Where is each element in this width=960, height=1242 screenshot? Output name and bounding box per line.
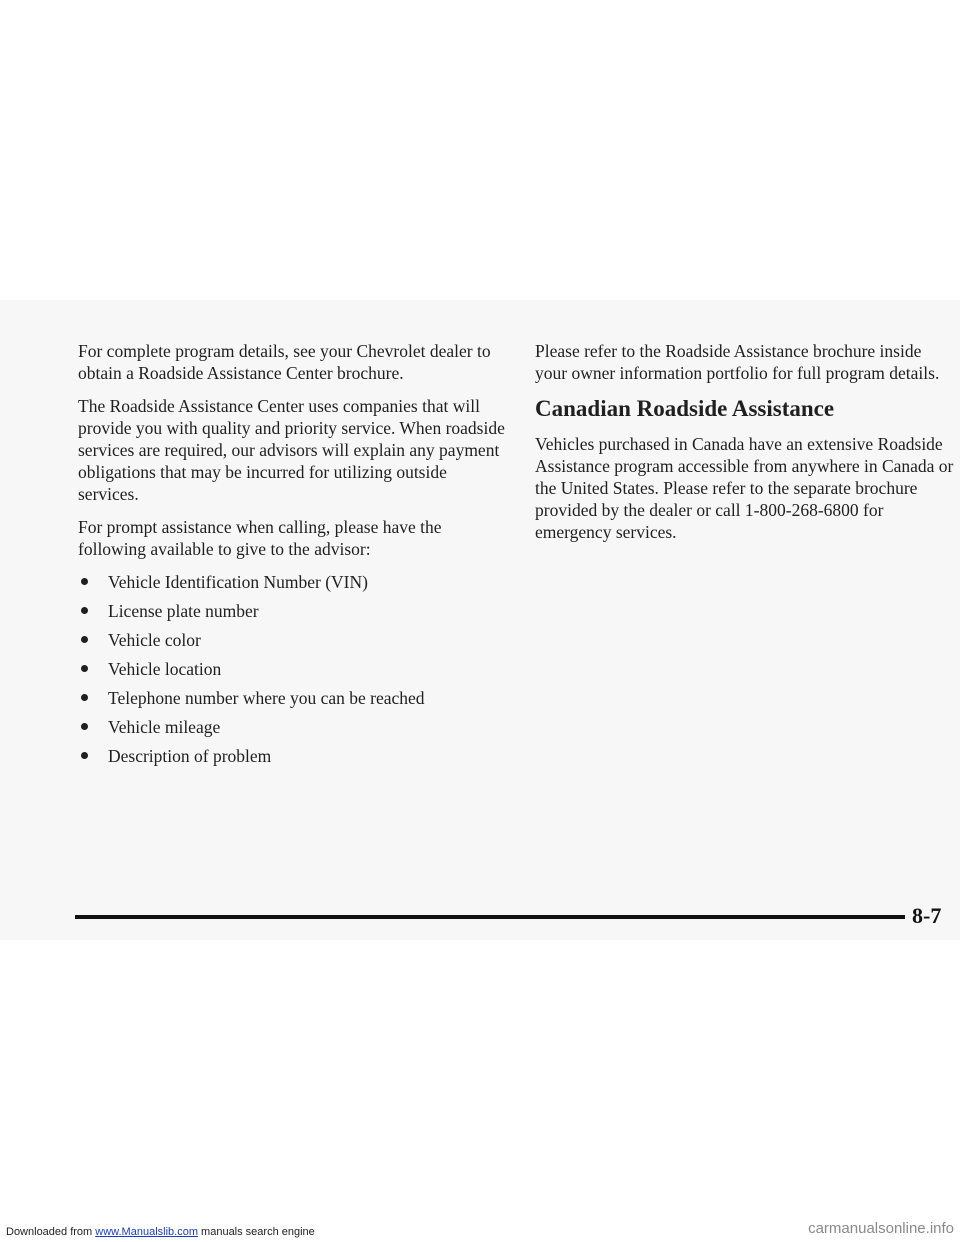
bullet-icon [81,723,88,730]
footer-suffix: manuals search engine [201,1226,315,1238]
bullet-icon [81,752,88,759]
list-item [78,716,508,738]
paragraph-program-details: For complete program details, see your Chevrolet dealer to obtain a Roadside Assistance Center brochure. [78,341,491,383]
list-item [78,629,508,651]
list-item [78,600,508,622]
list-item [78,687,508,709]
paragraph-assistance-center: The Roadside Assistance Center uses companies that will provide you with quality and priority service. When roadside services are required, our advisors will explain any payment obligations that may be incurred for utilizing outside services. [78,396,505,504]
list-item [78,658,508,680]
download-footer [6,1226,315,1238]
bullet-icon [81,578,88,585]
footer-rule [75,915,905,919]
left-column [78,340,508,774]
bullet-icon [81,636,88,643]
list-item-text: Description of problem [108,746,272,766]
list-item [78,571,508,593]
manualslib-link[interactable]: www.Manualslib.com [95,1226,198,1238]
right-column [535,340,955,554]
section-heading: Canadian Roadside Assistance [535,396,835,421]
list-item-text: Vehicle location [108,659,222,679]
paragraph-canadian-assistance: Vehicles purchased in Canada have an extensive Roadside Assistance program accessible from anywhere in Canada or the United States. Please refer to the separate brochure provided by the dealer or call 1-800-268-6800 for emergency services. [535,434,954,542]
list-item-text: Telephone number where you can be reached [108,688,425,708]
list-item-text: Vehicle mileage [108,717,221,737]
list-item-text: License plate number [108,601,259,621]
bullet-icon [81,694,88,701]
list-item-text: Vehicle Identification Number (VIN) [108,572,368,592]
watermark: carmanualsonline.info [808,1220,954,1237]
list-item [78,745,508,767]
info-checklist [78,571,508,767]
paragraph-prompt-assistance: For prompt assistance when calling, please have the following available to give to the advisor: [78,517,442,559]
list-item-text: Vehicle color [108,630,201,650]
paragraph-brochure-reference: Please refer to the Roadside Assistance brochure inside your owner information portfolio for full program details. [535,341,940,383]
bullet-icon [81,665,88,672]
footer-prefix: Downloaded from [6,1226,93,1238]
page-number: 8-7 [912,903,942,928]
bullet-icon [81,607,88,614]
